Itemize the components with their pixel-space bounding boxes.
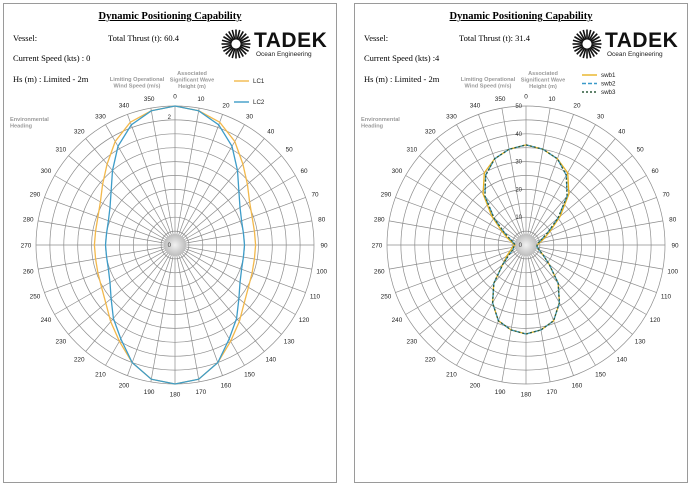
angle-label: 40 [267, 128, 275, 136]
angle-label: 200 [118, 382, 130, 390]
angle-label: 290 [29, 191, 41, 199]
angle-label: 160 [571, 382, 583, 390]
logo-subtitle: Ocean Engineering [607, 51, 663, 58]
chart-panel-left [3, 3, 337, 483]
chart-title: Dynamic Positioning Capability [449, 11, 593, 22]
logo-subtitle: Ocean Engineering [256, 51, 312, 58]
angle-label: 100 [667, 268, 679, 276]
chart-title: Dynamic Positioning Capability [98, 11, 242, 22]
wave-axis-title: Associated Significant Wave Height (m) [169, 71, 215, 90]
angle-label: 310 [55, 146, 67, 154]
angle-label: 20 [222, 102, 230, 110]
angle-label: 80 [669, 216, 677, 224]
angle-label: 60 [300, 168, 308, 175]
angle-label: 320 [73, 128, 85, 136]
radial-tick-label: 40 [515, 131, 522, 138]
angle-label: 250 [29, 293, 41, 301]
angle-label: 290 [380, 191, 392, 199]
wave-height-limit: Hs (m) : Limited - 2m [13, 74, 89, 84]
angle-label: 70 [662, 191, 670, 199]
angle-label: 160 [220, 382, 232, 390]
angle-label: 10 [548, 95, 556, 103]
angle-label: 90 [671, 242, 679, 250]
angle-label: 110 [309, 293, 321, 301]
angle-label: 80 [318, 216, 326, 224]
angle-label: 210 [446, 371, 457, 379]
angle-label: 310 [406, 146, 418, 154]
angle-label: 50 [285, 146, 293, 154]
chart-panel-right [354, 3, 688, 483]
angle-label: 280 [373, 216, 385, 224]
angle-label: 300 [391, 168, 403, 175]
legend-label-swb3: swb3 [601, 89, 616, 97]
angle-label: 260 [373, 268, 385, 276]
wave-axis-title: Associated Significant Wave Height (m) [520, 71, 566, 90]
angle-label: 230 [406, 338, 418, 346]
radial-tick-label: 2 [167, 115, 171, 122]
angle-label: 210 [95, 371, 106, 379]
angle-label: 140 [265, 356, 277, 364]
angle-label: 100 [316, 268, 328, 276]
angle-label: 270 [371, 242, 383, 250]
angle-label: 10 [197, 95, 205, 103]
vessel-label: Vessel: [13, 33, 38, 43]
angle-label: 70 [311, 191, 319, 199]
radial-tick-label: 30 [515, 159, 522, 166]
legend-label-LC1: LC1 [253, 78, 265, 86]
angle-label: 170 [195, 389, 207, 397]
angle-label: 350 [494, 95, 506, 103]
angle-label: 180 [520, 391, 532, 399]
angle-label: 340 [118, 102, 130, 110]
radial-tick-label: 0 [167, 243, 171, 249]
angle-label: 50 [636, 146, 644, 154]
angle-label: 110 [660, 293, 672, 301]
heading-axis-title: Environmental Heading [361, 117, 400, 130]
angle-label: 90 [320, 242, 328, 250]
angle-label: 320 [424, 128, 436, 136]
angle-label: 260 [22, 268, 34, 276]
angle-label: 270 [20, 242, 32, 250]
angle-label: 220 [73, 356, 85, 364]
angle-label: 30 [245, 113, 254, 121]
angle-label: 130 [634, 338, 646, 346]
legend-label-swb1: swb1 [601, 72, 616, 80]
angle-label: 240 [391, 317, 403, 324]
angle-label: 240 [40, 317, 52, 324]
legend-label-LC2: LC2 [253, 99, 265, 107]
wind-axis-title: Limiting Operational Wind Speed (m/s) [109, 77, 165, 90]
total-thrust: Total Thrust (t): 60.4 [108, 33, 180, 43]
angle-label: 140 [616, 356, 628, 364]
angle-label: 190 [143, 389, 155, 397]
radial-tick-label: 0 [518, 243, 522, 249]
angle-label: 300 [40, 168, 52, 175]
angle-label: 130 [283, 338, 295, 346]
radial-tick-label: 20 [515, 187, 522, 194]
angle-label: 330 [446, 113, 457, 121]
angle-label: 40 [618, 128, 626, 136]
angle-label: 340 [469, 102, 481, 110]
angle-label: 0 [524, 93, 528, 101]
current-speed: Current Speed (kts) :4 [364, 53, 440, 63]
angle-label: 250 [380, 293, 392, 301]
angle-label: 0 [173, 93, 177, 101]
angle-label: 200 [469, 382, 481, 390]
angle-label: 60 [651, 168, 659, 175]
angle-label: 120 [649, 317, 661, 324]
logo-name: TADEK [254, 29, 328, 52]
angle-label: 350 [143, 95, 155, 103]
heading-axis-title: Environmental Heading [10, 117, 49, 130]
angle-label: 180 [169, 391, 181, 399]
angle-label: 280 [22, 216, 34, 224]
angle-label: 20 [573, 102, 581, 110]
angle-label: 220 [424, 356, 436, 364]
vessel-label: Vessel: [364, 33, 389, 43]
polar-chart [355, 4, 688, 483]
total-thrust: Total Thrust (t): 31.4 [459, 33, 531, 43]
wind-axis-title: Limiting Operational Wind Speed (m/s) [460, 77, 516, 90]
angle-label: 230 [55, 338, 67, 346]
radial-tick-label: 10 [515, 215, 522, 222]
angle-label: 30 [596, 113, 605, 121]
current-speed: Current Speed (kts) : 0 [13, 53, 91, 63]
polar-chart [4, 4, 337, 483]
radial-tick-label: 50 [515, 104, 522, 110]
angle-label: 150 [244, 371, 255, 379]
wave-height-limit: Hs (m) : Limited - 2m [364, 74, 440, 84]
angle-label: 150 [595, 371, 606, 379]
logo-name: TADEK [605, 29, 679, 52]
angle-label: 170 [546, 389, 558, 397]
angle-label: 190 [494, 389, 506, 397]
angle-label: 120 [298, 317, 310, 324]
angle-label: 330 [95, 113, 106, 121]
legend-label-swb2: swb2 [601, 80, 616, 88]
